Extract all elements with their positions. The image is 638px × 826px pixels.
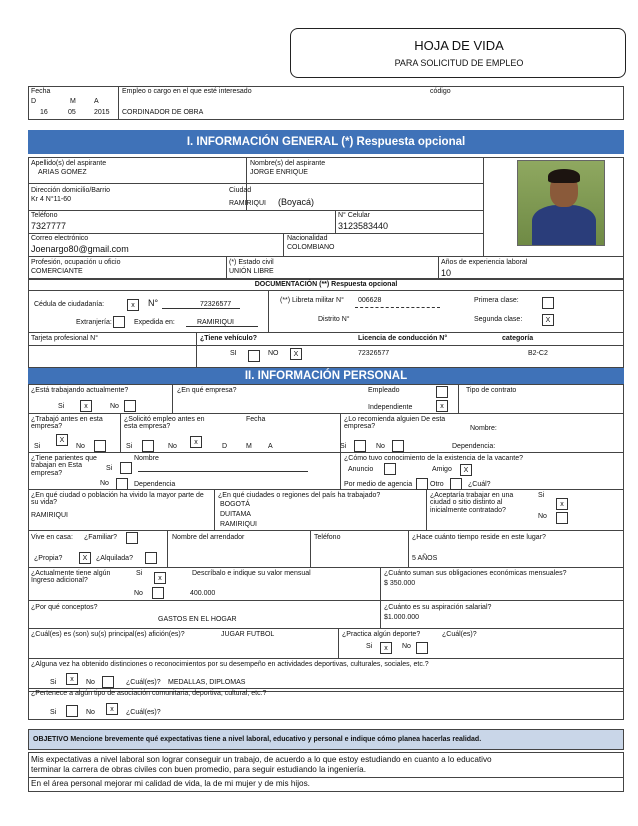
conceptos-value[interactable]: GASTOS EN EL HOGAR [158, 616, 237, 623]
conocimiento-question: ¿Cómo tuvo conocimiento de la existencia de la vacante? [344, 455, 523, 462]
docs-title: DOCUMENTACIÓN (**) Respuesta opcional [254, 281, 398, 288]
tiempo-question: ¿Hace cuánto tiempo reside en este lugar? [412, 534, 546, 541]
trabaja-si-checkbox[interactable]: x [80, 400, 92, 412]
recomienda-si: Si [340, 443, 347, 450]
alquilada-label: ¿Alquilada? [96, 555, 133, 562]
aceptaria-si-checkbox[interactable]: x [556, 498, 568, 510]
distinciones-si: Si [50, 679, 57, 686]
segunda-clase-checkbox[interactable]: X [542, 314, 554, 326]
nacionalidad-value[interactable]: COLOMBIANO [287, 244, 335, 251]
amigo-checkbox[interactable]: X [460, 464, 472, 476]
expedida-value[interactable]: RAMIRIQUI [197, 319, 234, 326]
experiencia-value[interactable]: 10 [441, 268, 452, 278]
region-3[interactable]: RAMIRIQUI [220, 521, 257, 528]
asociacion-cual-label: ¿Cuál(es)? [126, 709, 161, 716]
alquilada-checkbox[interactable] [145, 552, 157, 564]
deporte-si: Si [366, 643, 373, 650]
ingreso-desc-label: Descríbalo e indique su valor mensual [192, 570, 311, 577]
region-1[interactable]: BOGOTÁ [220, 501, 250, 508]
solicito-fecha-d: D [222, 443, 228, 450]
nombres-value[interactable]: JORGE ENRIQUE [250, 169, 308, 176]
cedula-no-label: N° [148, 298, 159, 308]
parientes-nombre-label: Nombre [134, 455, 159, 462]
contrato-label: Tipo de contrato [466, 387, 517, 394]
vehiculo-si-label: SI [230, 350, 237, 357]
aficion-question: ¿Cuál(es) es (son) su(s) principal(es) afición(es)? [31, 631, 185, 638]
fecha-m: M [70, 98, 76, 105]
estado-civil-value[interactable]: UNIÓN LIBRE [229, 268, 274, 275]
asociacion-si-checkbox[interactable] [66, 705, 78, 717]
ingreso-no: No [134, 590, 143, 597]
page-subtitle: PARA SOLICITUD DE EMPLEO [394, 58, 524, 68]
vive-label: Vive en casa: [31, 534, 73, 541]
categoria-label: categoría [502, 335, 534, 342]
independiente-label: Independiente [368, 404, 413, 411]
objetivo-header [28, 729, 624, 750]
solicito-no: No [168, 443, 177, 450]
trabaja-no-checkbox[interactable] [124, 400, 136, 412]
asociacion-no-checkbox[interactable]: x [106, 703, 118, 715]
fecha-a: A [94, 98, 99, 105]
obligaciones-question: ¿Cuánto suman sus obligaciones económicas mensuales? [384, 570, 567, 577]
parientes-question: ¿Tiene parientes que trabajan en Esta empresa? [31, 455, 97, 477]
tiempo-value[interactable]: 5 AÑOS [412, 555, 438, 562]
experiencia-label: Años de experiencia laboral [441, 259, 528, 266]
empleado-label: Empleado [368, 387, 400, 394]
direccion-value[interactable]: Kr 4 N°11-60 [31, 196, 72, 203]
licencia-number[interactable]: 72326577 [358, 350, 390, 357]
expedida-label: Expedida en: [134, 319, 175, 326]
trabajo-antes-no-checkbox[interactable] [94, 440, 106, 452]
independiente-checkbox[interactable]: x [436, 400, 448, 412]
aspiracion-value[interactable]: $1.000.000 [384, 614, 420, 621]
solicito-no-checkbox[interactable]: x [190, 436, 202, 448]
recomienda-no: No [376, 443, 385, 450]
vehiculo-label: ¿Tiene vehículo? [200, 335, 258, 342]
primera-clase-label: Primera clase: [474, 297, 519, 304]
empresa-question: ¿En qué empresa? [177, 387, 237, 394]
empleado-checkbox[interactable] [436, 386, 448, 398]
fecha-mm[interactable]: 05 [68, 109, 76, 116]
solicito-si-checkbox[interactable] [142, 440, 154, 452]
apellidos-label: Apellido(s) del aspirante [31, 160, 107, 167]
apellidos-value[interactable]: ARIAS GOMEZ [38, 169, 87, 176]
parientes-no: No [100, 480, 109, 487]
aceptaria-no-checkbox[interactable] [556, 512, 568, 524]
familiar-label: ¿Familiar? [84, 534, 118, 541]
objetivo-title: OBJETIVO Mencione brevemente qué expectativas tiene a nivel laboral, educativo y personal e indique cómo planea hacerlas realidad. [33, 736, 482, 743]
section-2-bar [28, 368, 624, 384]
cedula-checkbox[interactable]: x [127, 299, 139, 311]
trabajo-antes-si-checkbox[interactable]: X [56, 434, 68, 446]
distinciones-si-checkbox[interactable]: x [66, 673, 78, 685]
cedula-label: Cédula de ciudadanía: [34, 301, 105, 308]
parientes-dependencia-label: Dependencia [134, 481, 176, 488]
distrito-label: Distrito N° [318, 316, 350, 323]
familiar-checkbox[interactable] [126, 532, 138, 544]
ingreso-si-checkbox[interactable]: x [154, 572, 166, 584]
title-box [290, 28, 626, 78]
ingreso-si: Si [136, 570, 143, 577]
trabaja-si-label: Si [58, 403, 65, 410]
solicito-fecha-m: M [246, 443, 252, 450]
primera-clase-checkbox[interactable] [542, 297, 554, 309]
parientes-no-checkbox[interactable] [116, 478, 128, 490]
codigo-label: código [430, 88, 451, 95]
agencia-checkbox[interactable] [416, 478, 428, 490]
solicito-fecha-label: Fecha [246, 416, 266, 423]
distinciones-value[interactable]: MEDALLAS, DIPLOMAS [168, 679, 246, 686]
otro-checkbox[interactable] [450, 478, 462, 490]
recomienda-nombre-label: Nombre: [470, 425, 497, 432]
tarjeta-label: Tarjeta profesional N° [31, 335, 98, 342]
cedula-number[interactable]: 72326577 [200, 301, 232, 308]
page-title: HOJA DE VIDA [414, 38, 504, 53]
trabaja-question: ¿Está trabajando actualmente? [31, 387, 129, 394]
asociacion-no: No [86, 709, 95, 716]
trabaja-no-label: No [110, 403, 119, 410]
categoria-value[interactable]: B2-C2 [528, 350, 548, 357]
nacionalidad-label: Nacionalidad [287, 235, 328, 242]
ciudad-vivido-question: ¿En qué ciudad o población ha vivido la mayor parte de su vida? [31, 492, 204, 507]
section-1-title: I. INFORMACIÓN GENERAL (*) Respuesta opcional [186, 136, 466, 148]
ciudad-extra: (Boyacá) [278, 197, 315, 207]
aceptaria-si: Si [538, 492, 545, 499]
trabajo-antes-question: ¿Trabajó antes en esta empresa? [31, 416, 103, 431]
profesion-value[interactable]: COMERCIANTE [31, 268, 83, 275]
empleo-label: Empleo o cargo en el que esté interesado [122, 88, 252, 95]
otro-cual-label: ¿Cuál? [468, 481, 491, 488]
recomienda-no-checkbox[interactable] [392, 440, 404, 452]
ciudad-label: Ciudad [229, 187, 252, 194]
libreta-number[interactable]: 006628 [358, 297, 382, 304]
objetivo-line-2[interactable]: terminar la carrera de obras civiles con buen promedio, para seguir estudiando la ingeniería. [31, 765, 366, 774]
arrendador-label: Nombre del arrendador [172, 534, 245, 541]
aficion-value[interactable]: JUGAR FUTBOL [221, 631, 275, 638]
celular-label: N° Celular [338, 212, 370, 219]
anuncio-label: Anuncio [348, 466, 374, 473]
correo-value[interactable]: Joenargo80@gmail.com [31, 244, 129, 254]
direccion-label: Dirección domicilio/Barrio [31, 187, 110, 194]
ingreso-no-checkbox[interactable] [152, 587, 164, 599]
licencia-label: Licencia de conducción N° [358, 335, 448, 342]
recomienda-dependencia-label: Dependencia: [452, 443, 496, 450]
vehiculo-no-checkbox[interactable]: X [290, 348, 302, 360]
celular-value[interactable]: 3123583440 [338, 221, 389, 231]
profesion-label: Profesión, ocupación u oficio [31, 259, 121, 266]
regiones-question: ¿En qué ciudades o regiones del país ha trabajado? [218, 492, 381, 499]
distinciones-no-checkbox[interactable] [102, 676, 114, 688]
telefono-value[interactable]: 7327777 [31, 221, 67, 231]
obligaciones-value[interactable]: $ 350.000 [384, 580, 416, 587]
deporte-si-checkbox[interactable]: x [380, 642, 392, 654]
nombres-label: Nombre(s) del aspirante [250, 160, 326, 167]
segunda-clase-label: Segunda clase: [474, 316, 523, 323]
aspiracion-question: ¿Cuánto es su aspiración salarial? [384, 604, 492, 611]
deporte-cual-label: ¿Cuál(es)? [442, 631, 477, 638]
otro-label: Otro [430, 481, 444, 488]
ciudad-value[interactable]: RAMIRIQUI [229, 200, 266, 207]
ingreso-valor[interactable]: 400.000 [190, 590, 216, 597]
deporte-question: ¿Practica algún deporte? [342, 631, 421, 638]
ingreso-question: ¿Actualmente tiene algún Ingreso adicional? [31, 570, 111, 585]
asociacion-si: Si [50, 709, 57, 716]
region-2[interactable]: DUITAMA [220, 511, 251, 518]
recomienda-question: ¿Lo recomienda alguien De esta empresa? [344, 416, 446, 431]
objetivo-line-1[interactable]: Mis expectativas a nivel laboral son lograr conseguir un trabajo, de acuerdo a lo que estoy estudiando en cuanto a lo educativo [31, 755, 492, 764]
telefono-label: Teléfono [31, 212, 58, 219]
aceptaria-question: ¿Aceptaría trabajar en una ciudad o sitio distinto al inicialmente contratado? [430, 492, 514, 514]
anuncio-checkbox[interactable] [384, 463, 396, 475]
conceptos-question: ¿Por qué conceptos? [31, 604, 98, 611]
deporte-no-checkbox[interactable] [416, 642, 428, 654]
vehiculo-no-label: NO [268, 350, 279, 357]
distinciones-cual-label: ¿Cuál(es)? [126, 679, 161, 686]
trabajo-antes-no: No [76, 443, 85, 450]
aceptaria-no: No [538, 513, 547, 520]
applicant-photo [517, 160, 605, 246]
section-2-title: II. INFORMACIÓN PERSONAL [244, 370, 408, 382]
deporte-no: No [402, 643, 411, 650]
propia-checkbox[interactable]: X [79, 552, 91, 564]
fecha-d: D [31, 98, 37, 105]
extranjeria-checkbox[interactable] [113, 316, 125, 328]
vehiculo-si-checkbox[interactable] [248, 350, 260, 362]
empleo-value[interactable]: CORDINADOR DE OBRA [122, 109, 204, 116]
solicito-question: ¿Solicitó empleo antes en esta empresa? [124, 416, 205, 431]
recomienda-si-checkbox[interactable] [354, 440, 366, 452]
agencia-label: Por medio de agencia [344, 481, 413, 488]
fecha-label: Fecha [31, 88, 51, 95]
solicito-fecha-a: A [268, 443, 273, 450]
estado-civil-label: (*) Estado civil [229, 259, 274, 266]
distinciones-question: ¿Alguna vez ha obtenido distinciones o reconocimientos por su desempeño en actividades deportivas, culturales, sociales, etc.? [31, 661, 429, 668]
distinciones-no: No [86, 679, 95, 686]
amigo-label: Amigo [432, 466, 452, 473]
trabajo-antes-si: Si [34, 443, 41, 450]
objetivo-line-3[interactable]: En el área personal mejorar mi calidad de vida, la de mi mujer y de mis hijos. [31, 779, 310, 788]
asociacion-question: ¿Pertenece a algún tipo de asociación comunitaria, deportiva, cultural, etc.? [31, 690, 267, 697]
parientes-si-checkbox[interactable] [120, 462, 132, 474]
correo-label: Correo electrónico [31, 235, 89, 242]
propia-label: ¿Propia? [34, 555, 63, 562]
libreta-label: (**) Libreta militar N° [280, 297, 344, 304]
section-1-bar [28, 130, 624, 154]
parientes-si: Si [106, 465, 113, 472]
ciudad-vivido-value[interactable]: RAMIRIQUI [31, 512, 68, 519]
fecha-dd[interactable]: 16 [40, 109, 48, 116]
fecha-aa[interactable]: 2015 [94, 109, 110, 116]
extranjeria-label: Extranjería: [76, 319, 112, 326]
solicito-si: Si [126, 443, 133, 450]
arrendador-telefono-label: Teléfono [314, 534, 341, 541]
